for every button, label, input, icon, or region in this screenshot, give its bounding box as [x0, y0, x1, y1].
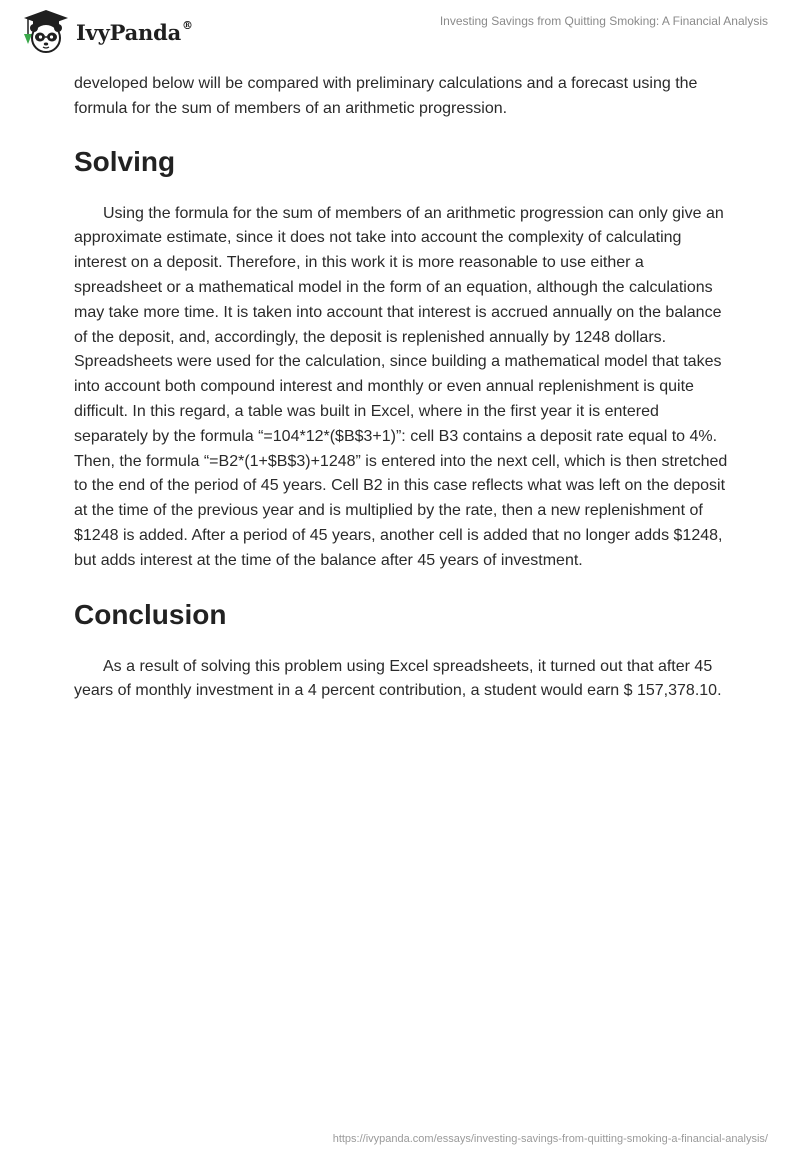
source-url[interactable]: https://ivypanda.com/essays/investing-savings-from-quitting-smoking-a-financial-analysis/ [332, 1133, 768, 1145]
document-title: Investing Savings from Quitting Smoking: A Financial Analysis [439, 14, 768, 28]
logo-text: IvyPanda® [76, 18, 193, 45]
intro-paragraph: developed below will be compared with preliminary calculations and a forecast using the formula for the sum of members of an arithmetic progression. [74, 75, 698, 117]
solving-paragraph: Using the formula for the sum of members of an arithmetic progression can only give an approximate estimate, since it does not take into account the complexity of calculating interest on a deposit. Therefore, in this work it is more reasonable to use either a spreadsheet or a mathematical model in the form of an equation, although the calculations may take more time. It is taken into account that interest is accrued annually on the balance of the deposit, and, accordingly, the deposit is replenished annually by 1248 dollars. Spreadsheets were used for the calculation, since building a mathematical model that takes into account both compound interest and monthly or even annual replenishment is quite difficult. In this regard, a table was built in Excel, where in the first year it is entered separately by the formula “=104*12*($B$3+1)”: cell B3 contains a deposit rate equal to 4%. Then, the formula “=B2*(1+$B$3)+1248” is entered into the next cell, which is then stretched to the end of the period of 45 years. Cell B2 in this case reflects what was left on the deposit at the time of the previous year and is multiplied by the rate, then a new replenishment of $1248 is added. After a period of 45 years, another cell is added that no longer adds $1248, but adds interest at the time of the balance after 45 years of investment. [74, 204, 728, 569]
registered-mark: ® [182, 18, 193, 32]
conclusion-paragraph: As a result of solving this problem using Excel spreadsheets, it turned out that after 45 years of monthly investment in a 4 percent contribution, a student would earn $ 157,378.10. [74, 657, 722, 700]
essay-content [74, 72, 730, 704]
solving-heading: Solving [74, 145, 176, 177]
ivypanda-logo[interactable] [16, 8, 193, 54]
page-header [0, 0, 800, 60]
panda-graduation-cap-icon [16, 8, 74, 54]
conclusion-heading: Conclusion [74, 598, 227, 630]
